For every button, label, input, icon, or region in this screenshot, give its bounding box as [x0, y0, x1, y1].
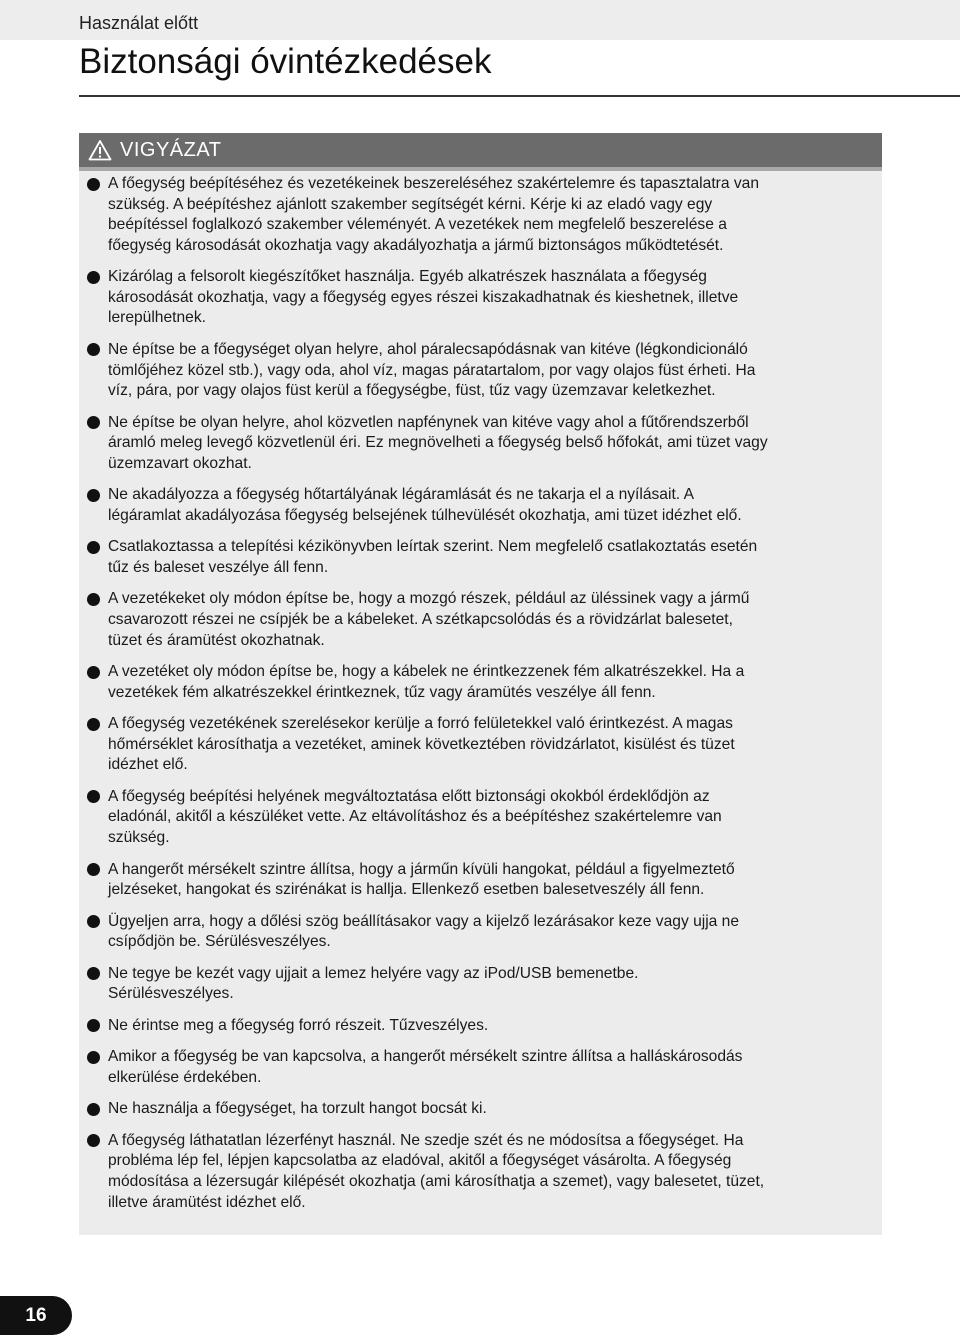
- caution-item: [79, 589, 882, 651]
- caution-header: [79, 133, 882, 171]
- bullet-icon: [87, 489, 100, 502]
- caution-box: [79, 133, 882, 1235]
- caution-item: [79, 1016, 882, 1037]
- title-divider: [79, 95, 960, 97]
- caution-item: [79, 267, 882, 329]
- caution-item-text: Ügyeljen arra, hogy a dőlési szög beállításakor vagy a kijelző lezárásakor keze vagy ujja ne csípődjön be. Sérülésveszélyes.: [108, 912, 740, 951]
- caution-item: [79, 662, 882, 703]
- caution-item-text: Ne érintse meg a főegység forró részeit. Tűzveszélyes.: [108, 1016, 489, 1034]
- section-label: Használat előtt: [79, 13, 199, 33]
- caution-item: [79, 1099, 882, 1120]
- bullet-icon: [87, 967, 100, 980]
- caution-item-text: A főegység vezetékének szerelésekor kerülje a forró felületekkel való érintkezést. A magas hőmérséklet károsíthatja a vezetéket, aminek következtében rövidzárlatot, kisülést és tüzet idézhet elő.: [108, 715, 735, 774]
- caution-item-text: Ne építse be a főegységet olyan helyre, ahol páralecsapódásnak van kitéve (légkondicionáló tömlőjéhez közel stb.), vagy oda, ahol víz, magas páratartalom, por vagy olajos füst érheti. Ha víz, pára, por vagy olajos füst kerül a főegységbe, füst, tűz vagy üzemzavar keletkezhet.: [108, 340, 756, 400]
- bullet-icon: [87, 271, 100, 284]
- bullet-icon: [87, 790, 100, 803]
- caution-item: [79, 912, 882, 953]
- bullet-icon: [87, 863, 100, 876]
- bullet-icon: [87, 666, 100, 679]
- bullet-icon: [87, 915, 100, 928]
- bullet-icon: [87, 1103, 100, 1116]
- caution-item-text: A vezetékeket oly módon építse be, hogy a mozgó részek, például az üléssinek vagy a jármű csavarozott részei ne csípjék be a kábeleket. A szétkapcsolódás és a rövidzárlat balesetet, tüzet és áramütést okozhatnak.: [108, 590, 750, 649]
- caution-item: [79, 964, 882, 1005]
- caution-item-text: Ne akadályozza a főegység hőtartályának légáramlását és ne takarja el a nyílásait. A légáramlat akadályozása főegység belsejének túlhevülését okozhatja, ami tüzet idézhet elő.: [108, 486, 742, 524]
- caution-item-text: Ne tegye be kezét vagy ujjait a lemez helyére vagy az iPod/USB bemenetbe. Sérülésveszélyes.: [108, 964, 639, 1003]
- caution-item-text: A vezetéket oly módon építse be, hogy a kábelek ne érintkezzenek fém alkatrészekkel. Ha a vezetékek fém alkatrészekkel érintkeznek, tűz vagy áramütés veszélye áll fenn.: [108, 663, 745, 701]
- bullet-icon: [87, 343, 100, 356]
- caution-item: [79, 1047, 882, 1088]
- bullet-icon: [87, 1051, 100, 1064]
- bullet-icon: [87, 1019, 100, 1032]
- bullet-icon: [87, 593, 100, 606]
- caution-item: [79, 787, 882, 849]
- caution-item-text: Ne építse be olyan helyre, ahol közvetlen napfénynek van kitéve vagy ahol a fűtőrendszerből áramló meleg levegő közvetlenül éri. Ez megnövelheti a főegység belső hőfokát, ami tüzet vagy üzemzavart okozhat.: [108, 413, 768, 472]
- caution-list: [79, 171, 882, 1213]
- caution-item: [79, 860, 882, 901]
- caution-item: [79, 1131, 882, 1213]
- bullet-icon: [87, 718, 100, 731]
- caution-item-text: A főegység beépítéséhez és vezetékeinek beszereléséhez szakértelemre és tapasztalatra van szükség. A beépítéshez ajánlott szakember segítségét kérni. Kérje ki az eladó vagy egy beépítéssel foglalkozó szakember véleményét. A vezetékek nem megfelelő beszerelése a főegység károsodását okozhatja vagy akadályozhatja a jármű biztonságos működtetését.: [108, 175, 759, 254]
- bullet-icon: [87, 1134, 100, 1147]
- caution-item: [79, 714, 882, 776]
- caution-item-text: Csatlakoztassa a telepítési kézikönyvben leírtak szerint. Nem megfelelő csatlakoztatás esetén tűz és baleset veszélye áll fenn.: [108, 538, 758, 576]
- bullet-icon: [87, 541, 100, 554]
- caution-item: [79, 485, 882, 526]
- caution-item-text: Ne használja a főegységet, ha torzult hangot bocsát ki.: [108, 1100, 487, 1118]
- caution-item: [79, 537, 882, 578]
- bullet-icon: [87, 416, 100, 429]
- caution-item: [79, 174, 882, 256]
- caution-item-text: A főegység láthatatlan lézerfényt használ. Ne szedje szét és ne módosítsa a főegységet. Ha probléma lép fel, lépjen kapcsolatba az eladóval, akitől a főegységet vásárolta. A főegység módosítása a lézersugár kilépését okozhatja (ami károsíthatja a szemet), vagy balesetet, tüzet, illetve áramütést idézhet elő.: [108, 1131, 765, 1211]
- caution-item-text: Amikor a főegység be van kapcsolva, a hangerőt mérsékelt szintre állítsa a halláskárosodás elkerülése érdekében.: [108, 1048, 743, 1086]
- caution-item-text: A hangerőt mérsékelt szintre állítsa, hogy a járműn kívüli hangokat, például a figyelmeztető jelzéseket, hangokat és szirénákat is hallja. Ellenkező esetben balesetveszély áll fenn.: [108, 860, 735, 899]
- page-number: 16: [0, 1296, 72, 1335]
- caution-item-text: Kizárólag a felsorolt kiegészítőket használja. Egyéb alkatrészek használata a főegység károsodását okozhatja, vagy a főegység egyes részei kiszakadhatnak és kieshetnek, illetve lerepülhetnek.: [108, 268, 739, 327]
- caution-item: [79, 413, 882, 475]
- caution-item-text: A főegység beépítési helyének megváltoztatása előtt biztonsági okokból érdeklődjön az eladónál, akitől a készüléket vette. Az eltávolításhoz és a beépítéshez szakértelemre van szükség.: [108, 787, 722, 847]
- page-title: Biztonsági óvintézkedések: [79, 42, 492, 81]
- caution-item: [79, 340, 882, 402]
- bullet-icon: [87, 178, 100, 191]
- caution-title: VIGYÁZAT: [120, 138, 222, 161]
- warning-triangle-icon: [88, 139, 112, 161]
